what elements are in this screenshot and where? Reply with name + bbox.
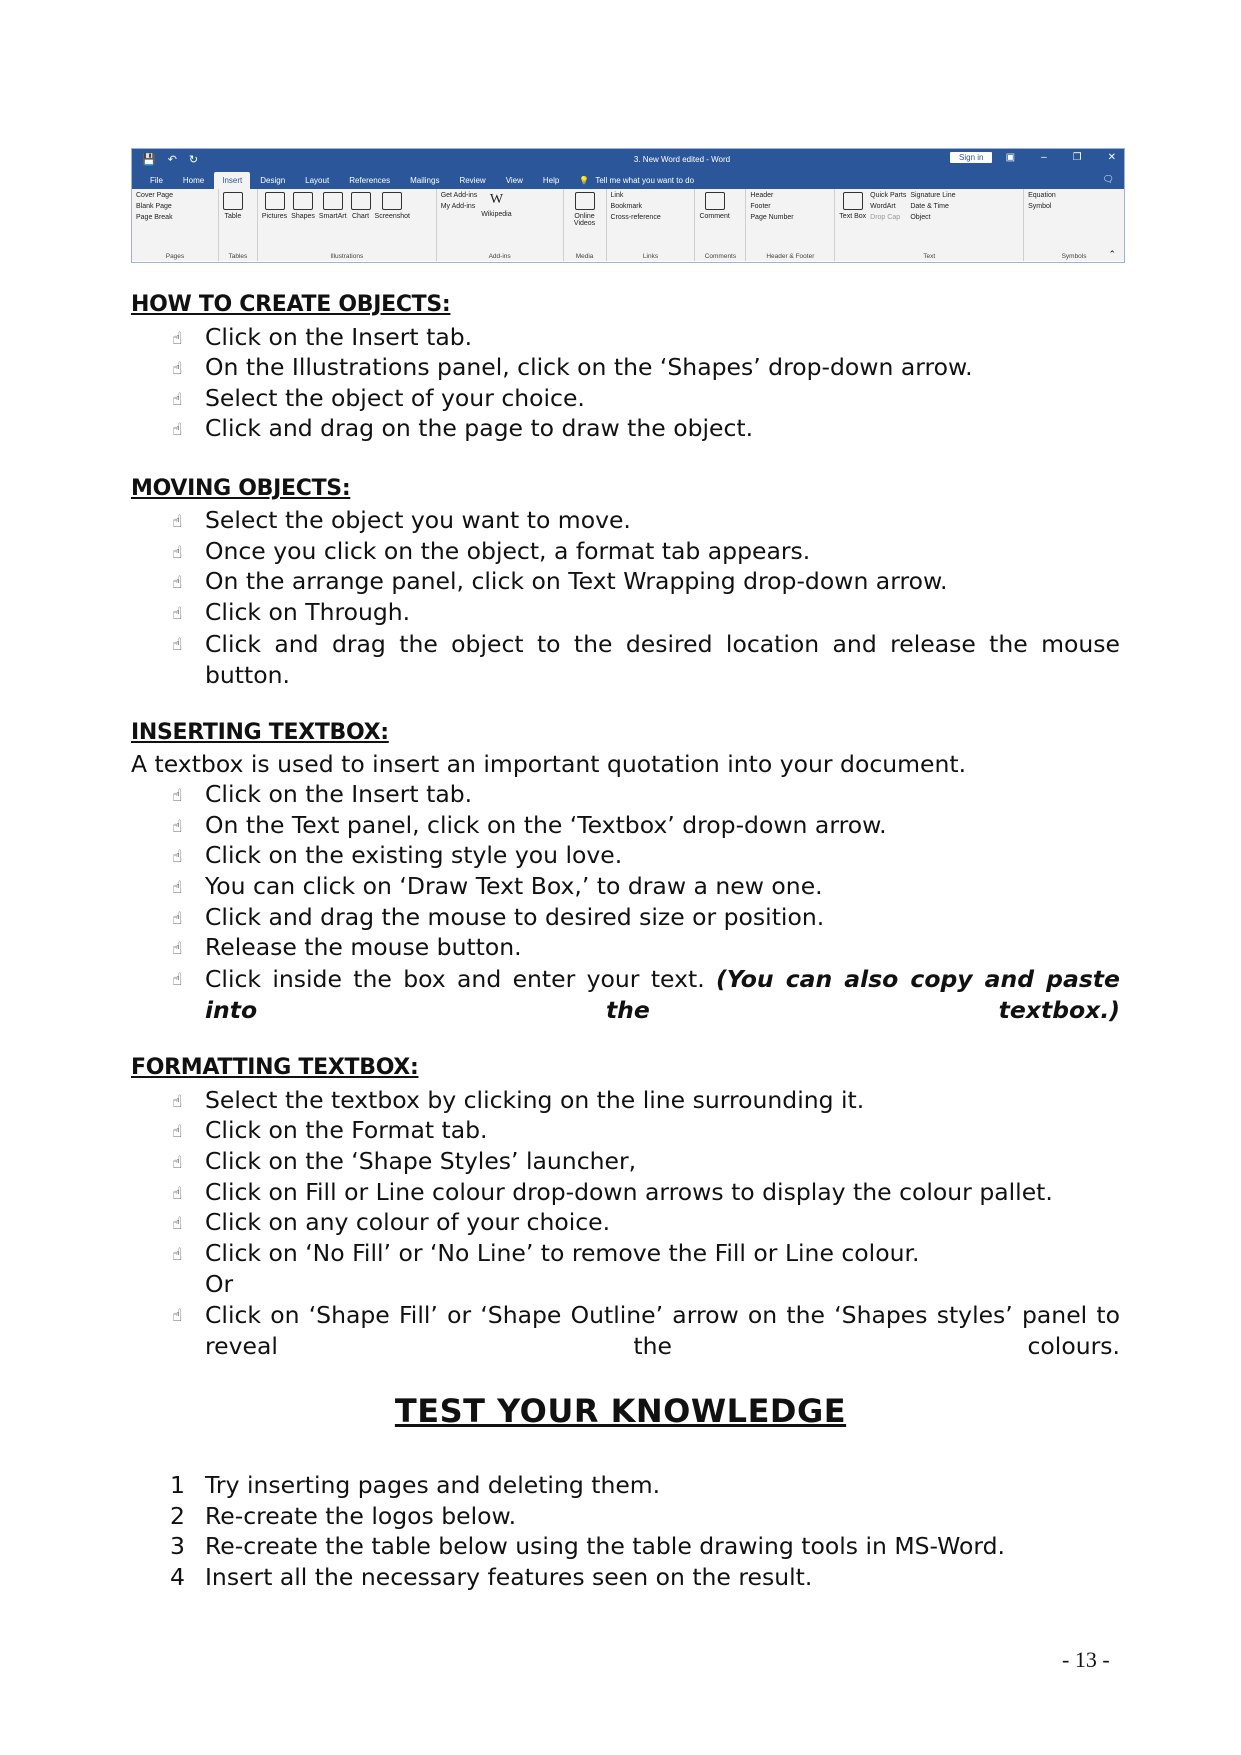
quick-access-toolbar <box>132 153 198 166</box>
ribbon-display-icon[interactable]: ▣ <box>1005 152 1016 163</box>
test-number-3: 3 <box>170 1532 185 1560</box>
mouse-pointer-icon: ☝ <box>172 1184 183 1204</box>
group-label: Comments <box>704 253 737 260</box>
test-item-3: Re-create the table below using the table drawing tools in MS-Word. <box>205 1532 1005 1560</box>
cross-reference-button[interactable]: Cross-reference <box>610 214 661 221</box>
formatting-step-7: Click on ‘Shape Fill’ or ‘Shape Outline’ arrow on the ‘Shapes styles’ panel to reveal the colours. <box>205 1301 1120 1360</box>
mouse-pointer-icon: ☝ <box>172 909 183 929</box>
mouse-pointer-icon: ☝ <box>172 512 183 532</box>
moving-step-5: Click and drag the object to the desired location and release the mouse button. <box>205 630 1120 689</box>
group-header-footer <box>746 189 835 261</box>
mouse-pointer-icon: ☝ <box>172 390 183 410</box>
pictures-icon <box>265 192 285 210</box>
link-button[interactable]: Link <box>610 192 624 199</box>
chart-label: Chart <box>351 213 370 220</box>
quick-parts-button[interactable]: Quick Parts <box>870 192 907 199</box>
collapse-ribbon-icon[interactable]: ⌃ <box>1108 249 1116 259</box>
group-illustrations <box>258 189 437 261</box>
group-media <box>564 189 607 261</box>
text-box-icon <box>843 192 863 210</box>
formatting-step-3: Click on the ‘Shape Styles’ launcher, <box>205 1147 637 1175</box>
shapes-button[interactable] <box>291 192 315 249</box>
group-links <box>607 189 696 261</box>
comment-icon[interactable]: 🗨 <box>1102 174 1114 184</box>
group-label: Media <box>575 253 594 260</box>
table-button[interactable] <box>223 192 243 249</box>
mouse-pointer-icon: ☝ <box>172 1306 183 1326</box>
my-addins-button[interactable]: My Add-ins <box>440 203 476 210</box>
chart-button[interactable] <box>351 192 371 249</box>
online-videos-button[interactable] <box>568 192 602 249</box>
comment-label: Comment <box>699 213 730 220</box>
tab-view[interactable]: View <box>505 176 523 185</box>
get-addins-button[interactable]: Get Add-ins <box>440 192 478 199</box>
blank-page-button[interactable]: Blank Page <box>136 203 172 210</box>
date-time-button[interactable]: Date & Time <box>910 203 949 210</box>
pictures-label: Pictures <box>261 213 288 220</box>
heading-formatting-textbox: FORMATTING TEXTBOX: <box>131 1055 419 1080</box>
new-comment-icon <box>705 192 725 210</box>
table-label: Table <box>224 213 242 220</box>
inserting-note: (You can also copy and paste into the textbox.) <box>205 965 1120 1024</box>
group-label: Add-ins <box>488 253 511 260</box>
redo-icon[interactable]: ↻ <box>188 153 199 166</box>
tab-file[interactable]: File <box>150 176 163 185</box>
formatting-step-5: Click on any colour of your choice. <box>205 1208 611 1236</box>
ribbon-groups <box>132 189 1124 261</box>
moving-step-2: Once you click on the object, a format tab appears. <box>205 537 811 565</box>
formatting-or: Or <box>205 1270 234 1298</box>
formatting-step-4: Click on Fill or Line colour drop-down arrows to display the colour pallet. <box>205 1178 1053 1206</box>
create-step-1: Click on the Insert tab. <box>205 323 473 351</box>
page-number: - 13 - <box>1062 1647 1110 1672</box>
equation-button[interactable]: Equation <box>1028 192 1056 199</box>
mouse-pointer-icon: ☝ <box>172 604 183 624</box>
moving-step-1: Select the object you want to move. <box>205 506 631 534</box>
group-label: Illustrations <box>330 253 364 260</box>
lightbulb-icon: 💡 <box>579 176 590 185</box>
ribbon-tabs <box>132 169 1124 189</box>
title-bar <box>132 149 1124 169</box>
inserting-step-1: Click on the Insert tab. <box>205 780 473 808</box>
smartart-label: SmartArt <box>318 213 347 220</box>
text-box-label: Text Box <box>839 213 867 220</box>
tab-layout[interactable]: Layout <box>305 176 330 185</box>
mouse-pointer-icon: ☝ <box>172 817 183 837</box>
word-ribbon-screenshot <box>131 148 1125 263</box>
mouse-pointer-icon: ☝ <box>172 1153 183 1173</box>
test-item-4: Insert all the necessary features seen on the result. <box>205 1563 813 1591</box>
camera-icon <box>382 192 402 210</box>
comment-button[interactable] <box>699 192 729 249</box>
cover-page-button[interactable]: Cover Page <box>136 192 173 199</box>
mouse-pointer-icon: ☝ <box>172 359 183 379</box>
inserting-step-3: Click on the existing style you love. <box>205 841 623 869</box>
tab-mailings[interactable]: Mailings <box>410 176 440 185</box>
undo-icon[interactable]: ↶ <box>167 153 177 166</box>
screenshot-button[interactable] <box>375 192 410 249</box>
online-videos-label: Online Videos <box>573 213 596 227</box>
screenshot-label: Screenshot <box>374 213 410 220</box>
video-icon <box>575 192 595 210</box>
mouse-pointer-icon: ☝ <box>172 329 183 349</box>
bookmark-button[interactable]: Bookmark <box>610 203 643 210</box>
page-break-button[interactable]: Page Break <box>136 214 173 221</box>
pictures-button[interactable] <box>262 192 287 249</box>
test-number-2: 2 <box>170 1502 185 1530</box>
group-label: Tables <box>228 253 248 260</box>
object-button[interactable]: Object <box>910 214 931 221</box>
test-item-2: Re-create the logos below. <box>205 1502 517 1530</box>
drop-cap-button[interactable]: Drop Cap <box>870 214 901 221</box>
mouse-pointer-icon: ☝ <box>172 543 183 563</box>
close-icon[interactable]: ✕ <box>1107 152 1116 163</box>
tab-design[interactable]: Design <box>260 176 286 185</box>
smartart-button[interactable] <box>319 192 347 249</box>
create-step-2: On the Illustrations panel, click on the ‘Shapes’ drop-down arrow. <box>205 353 973 381</box>
minimize-icon[interactable]: – <box>1041 152 1047 163</box>
mouse-pointer-icon: ☝ <box>172 786 183 806</box>
formatting-step-1: Select the textbox by clicking on the line surrounding it. <box>205 1086 865 1114</box>
footer-button[interactable]: Footer <box>750 203 771 210</box>
group-label: Text <box>923 253 936 260</box>
group-comments <box>695 189 746 261</box>
mouse-pointer-icon: ☝ <box>172 1122 183 1142</box>
heading-inserting-textbox: INSERTING TEXTBOX: <box>131 720 389 745</box>
group-tables <box>219 189 258 261</box>
symbol-button[interactable]: Symbol <box>1028 203 1052 210</box>
wikipedia-label: Wikipedia <box>481 211 512 218</box>
inserting-step-7-text: Click inside the box and enter your text. <box>205 965 705 993</box>
group-label: Links <box>642 253 659 260</box>
test-item-1: Try inserting pages and deleting them. <box>205 1471 661 1499</box>
mouse-pointer-icon: ☝ <box>172 1092 183 1112</box>
test-number-1: 1 <box>170 1471 185 1499</box>
tell-me-search[interactable] <box>569 176 704 189</box>
moving-step-3: On the arrange panel, click on Text Wrapping drop-down arrow. <box>205 567 948 595</box>
document-title: 3. New Word edited - Word <box>633 154 731 164</box>
save-icon[interactable]: 💾 <box>142 153 156 166</box>
tab-home[interactable]: Home <box>182 176 205 185</box>
group-addins <box>437 189 564 261</box>
chart-icon <box>351 192 371 210</box>
group-label: Symbols <box>1061 253 1087 260</box>
smartart-icon <box>323 192 343 210</box>
mouse-pointer-icon: ☝ <box>172 970 183 990</box>
sign-in-button[interactable]: Sign in <box>950 152 992 163</box>
shapes-icon <box>293 192 313 210</box>
heading-create-objects: HOW TO CREATE OBJECTS: <box>131 292 451 317</box>
group-label: Pages <box>165 253 185 260</box>
tab-help[interactable]: Help <box>542 176 560 185</box>
heading-moving-objects: MOVING OBJECTS: <box>131 476 351 501</box>
table-icon <box>223 192 243 210</box>
formatting-step-6: Click on ‘No Fill’ or ‘No Line’ to remove the Fill or Line colour. <box>205 1239 920 1267</box>
wikipedia-icon: W <box>489 192 504 207</box>
tab-insert[interactable]: Insert <box>214 172 250 189</box>
text-box-button[interactable] <box>839 192 866 249</box>
create-step-3: Select the object of your choice. <box>205 384 585 412</box>
mouse-pointer-icon: ☝ <box>172 573 183 593</box>
mouse-pointer-icon: ☝ <box>172 635 183 655</box>
inserting-intro: A textbox is used to insert an important quotation into your document. <box>131 750 967 778</box>
mouse-pointer-icon: ☝ <box>172 420 183 440</box>
wikipedia-button[interactable] <box>481 192 511 249</box>
page-number-button[interactable]: Page Number <box>750 214 794 221</box>
formatting-step-2: Click on the Format tab. <box>205 1116 488 1144</box>
tell-me-label: Tell me what you want to do <box>595 176 695 185</box>
shapes-label: Shapes <box>291 213 315 220</box>
tab-references[interactable]: References <box>349 176 391 185</box>
header-button[interactable]: Header <box>750 192 774 199</box>
group-text <box>835 189 1024 261</box>
test-number-4: 4 <box>170 1563 185 1591</box>
test-title: TEST YOUR KNOWLEDGE <box>394 1392 847 1430</box>
tab-review[interactable]: Review <box>459 176 486 185</box>
create-step-4: Click and drag on the page to draw the object. <box>205 414 754 442</box>
restore-icon[interactable]: ❐ <box>1072 152 1082 163</box>
inserting-step-4: You can click on ‘Draw Text Box,’ to draw a new one. <box>205 872 823 900</box>
inserting-step-5: Click and drag the mouse to desired size or position. <box>205 903 825 931</box>
inserting-step-7 <box>205 964 1120 1025</box>
mouse-pointer-icon: ☝ <box>172 939 183 959</box>
mouse-pointer-icon: ☝ <box>172 878 183 898</box>
signature-line-button[interactable]: Signature Line <box>910 192 956 199</box>
mouse-pointer-icon: ☝ <box>172 1245 183 1265</box>
inserting-step-2: On the Text panel, click on the ‘Textbox’ drop-down arrow. <box>205 811 887 839</box>
inserting-step-6: Release the mouse button. <box>205 933 522 961</box>
group-pages <box>132 189 219 261</box>
mouse-pointer-icon: ☝ <box>172 847 183 867</box>
group-label: Header & Footer <box>766 253 815 260</box>
window-controls <box>1006 152 1116 163</box>
wordart-button[interactable]: WordArt <box>870 203 896 210</box>
moving-step-4: Click on Through. <box>205 598 411 626</box>
mouse-pointer-icon: ☝ <box>172 1214 183 1234</box>
